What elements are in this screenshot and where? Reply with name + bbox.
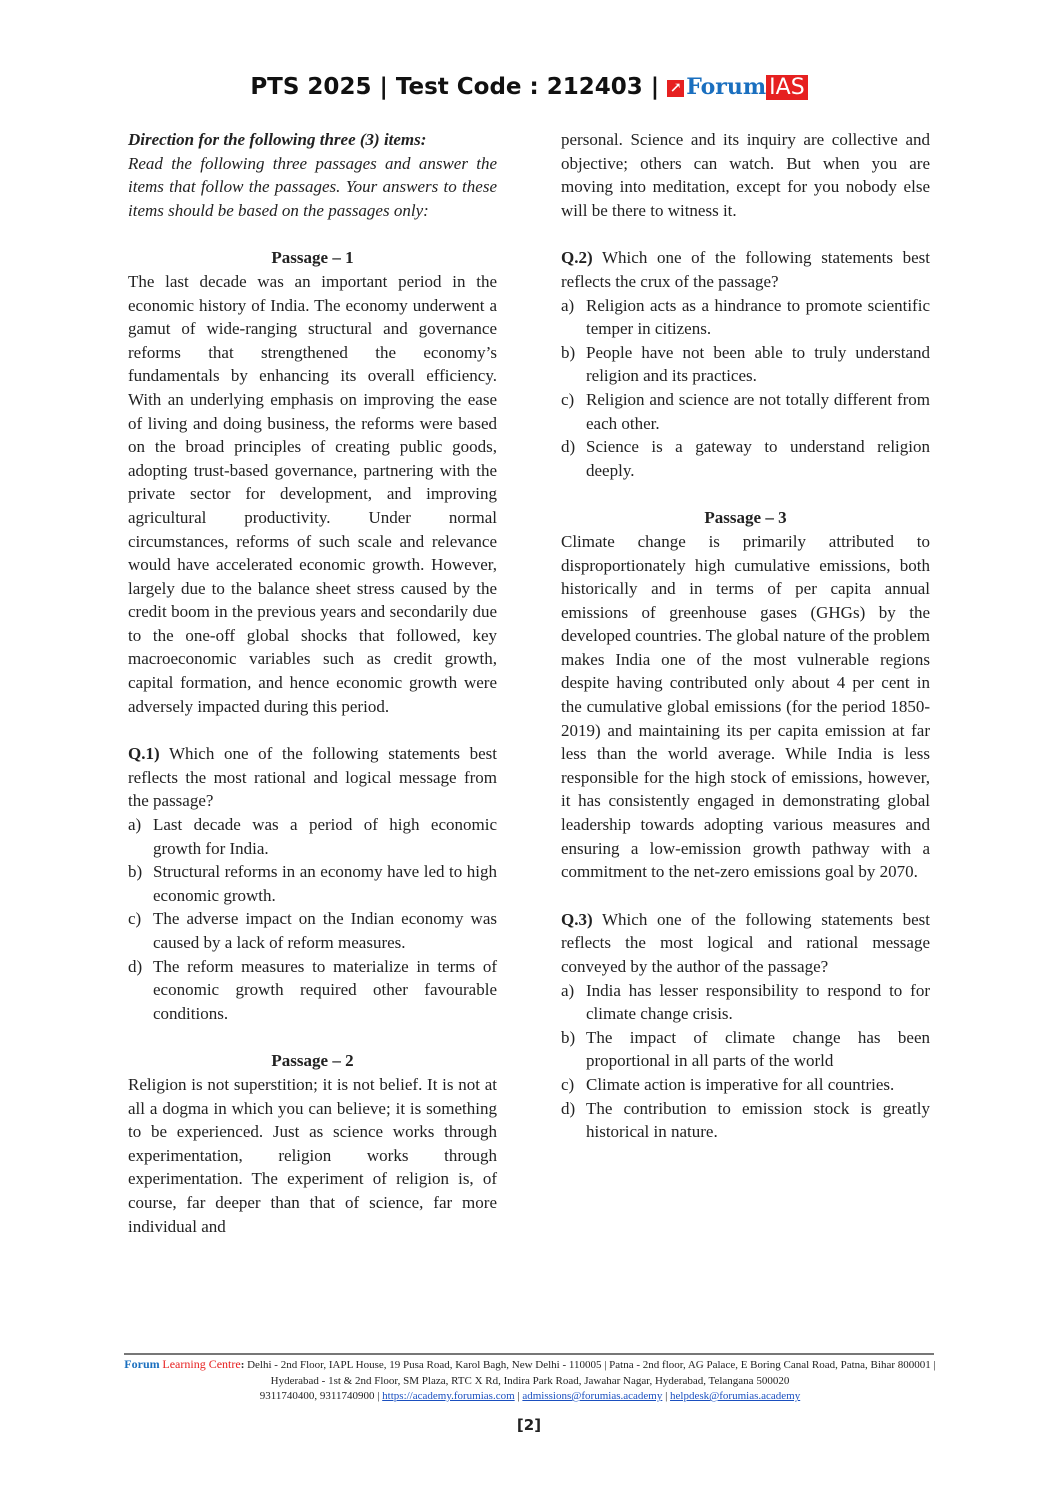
page-footer	[120, 1357, 940, 1405]
option-a	[128, 813, 497, 860]
option-label: d)	[128, 956, 143, 976]
arrow-icon: ↗	[667, 80, 684, 97]
question-number: Q.2)	[561, 248, 593, 268]
option-label: b)	[128, 862, 143, 882]
option-text: The impact of climate change has been proportional in all parts of the world	[586, 1027, 930, 1071]
option-b	[561, 1026, 930, 1073]
footer-colon: :	[240, 1359, 245, 1371]
question-stem: Which one of the following statements best reflects the crux of the passage?	[561, 248, 930, 291]
option-label: d)	[561, 437, 576, 457]
footer-separator: |	[665, 1390, 668, 1402]
option-b	[561, 341, 930, 388]
option-text: Science is a gateway to understand religion deeply.	[586, 437, 930, 480]
option-d	[561, 435, 930, 482]
option-label: a)	[561, 295, 575, 315]
logo-ias: IAS	[766, 75, 808, 100]
option-text: The contribution to emission stock is greatly historical in nature.	[586, 1098, 930, 1142]
option-label: a)	[561, 980, 575, 1000]
passage-2-text-part1: Religion is not superstition; it is not belief. It is not at all a dogma in which you can believe; it is something to be experienced. Just as science works through experimentation, religion works through experimentation. The experiment of religion is, of course, far deeper than that of science, far more individual and	[128, 1074, 497, 1236]
option-d	[128, 955, 497, 1026]
passage-3-title: Passage – 3	[704, 508, 787, 528]
option-text: The reform measures to materialize in terms of economic growth required other favourable conditions.	[153, 956, 497, 1023]
question-2	[561, 246, 930, 482]
page-header	[0, 74, 1058, 100]
question-number: Q.1)	[128, 744, 160, 764]
footer-phones: 9311740400, 9311740900	[259, 1390, 375, 1402]
option-b	[128, 860, 497, 907]
question-3	[561, 908, 930, 1144]
footer-divider	[124, 1353, 934, 1355]
logo-forum: Forum	[686, 74, 767, 100]
left-column	[128, 128, 497, 1238]
passage-2-text-part2: personal. Science and its inquiry are collective and objective; others can watch. But when you are moving into meditation, except for you nobody else will be there to witness it.	[561, 130, 930, 220]
footer-brand-name: Learning Centre	[162, 1357, 241, 1371]
admissions-email-link[interactable]: admissions@forumias.academy	[522, 1390, 663, 1402]
question-stem: Which one of the following statements best reflects the most rational and logical message from the passage?	[128, 744, 497, 811]
option-d	[561, 1097, 930, 1144]
option-label: c)	[128, 909, 142, 929]
option-label: b)	[561, 1027, 576, 1047]
question-stem: Which one of the following statements best reflects the most logical and rational message conveyed by the author of the passage?	[561, 909, 930, 976]
option-a	[561, 294, 930, 341]
passage-1-text: The last decade was an important period in the economic history of India. The economy underwent a gamut of wide-ranging structural and governance reforms that strengthened the economy’s fundamentals by enhancing its overall efficiency. With an underlying emphasis on improving the ease of living and doing business, the reforms were based on the broad principles of creating public goods, adopting trust-based governance, partnering with the private sector for development, and improving agricultural productivity. Under normal circumstances, reforms of such scale and relevance would have accelerated economic growth. However, largely due to the balance sheet stress caused by the credit boom in the previous years and secondarily due to the one-off global shocks that followed, key macroeconomic variables such as credit growth, capital formation, and hence economic growth were adversely impacted during this period.	[128, 271, 497, 716]
option-label: d)	[561, 1098, 576, 1118]
forumias-logo	[667, 74, 807, 100]
option-text: Climate action is imperative for all countries.	[586, 1074, 895, 1094]
option-a	[561, 979, 930, 1026]
option-label: c)	[561, 1074, 575, 1094]
option-c	[561, 388, 930, 435]
option-text: The adverse impact on the Indian economy was caused by a lack of reform measures.	[153, 909, 497, 952]
option-text: Religion acts as a hindrance to promote scientific temper in citizens.	[586, 295, 930, 339]
direction-body: Read the following three passages and answer the items that follow the passages. Your answers to these items should be based on the passages only:	[128, 153, 497, 220]
passage-3-text: Climate change is primarily attributed to disproportionately high cumulative emissions, both historically and in terms of per capita annual emissions of greenhouse gases (GHGs) by the developed countries. The global nature of the problem makes India one of the most vulnerable regions despite having contributed only about 4 per cent in the cumulative global emissions (for the period 1850-2019) and maintaining its per capita emission at far less than the world average. While India is less responsible for the high stock of emissions, however, it has consistently engaged in demonstrating global leadership towards adopting various measures and ensuring a low-emission growth pathway with a commitment to the net-zero emissions goal by 2070.	[561, 531, 930, 882]
right-column	[561, 128, 930, 1144]
option-label: b)	[561, 342, 576, 362]
option-text: Last decade was a period of high economic growth for India.	[153, 815, 497, 858]
helpdesk-email-link[interactable]: helpdesk@forumias.academy	[670, 1390, 801, 1402]
question-number: Q.3)	[561, 909, 593, 929]
page-number: [2]	[516, 1416, 542, 1434]
header-title: PTS 2025 | Test Code : 212403 |	[250, 74, 660, 100]
footer-separator: |	[517, 1390, 520, 1402]
question-1	[128, 742, 497, 1025]
footer-addresses: Delhi - 2nd Floor, IAPL House, 19 Pusa Road, Karol Bagh, New Delhi - 110005 | Patna - 2nd floor, AG Palace, E Boring Canal Road, Patna, Bihar 800001 | Hyderabad - 1st & 2nd Floor, SM Plaza, RTC X Rd, Indira Park Road, Jawahar Nagar, Hyderabad, Telangana 500020	[247, 1359, 936, 1387]
direction-title: Direction for the following three (3) items:	[128, 130, 427, 149]
option-label: a)	[128, 815, 142, 835]
footer-separator: |	[377, 1390, 380, 1402]
option-c	[128, 907, 497, 954]
option-label: c)	[561, 389, 575, 409]
passage-1-title: Passage – 1	[271, 248, 354, 268]
website-link[interactable]: https://academy.forumias.com	[382, 1390, 515, 1402]
option-text: India has lesser responsibility to respond to for climate change crisis.	[586, 980, 930, 1024]
option-text: Structural reforms in an economy have led to high economic growth.	[153, 862, 497, 905]
option-c	[561, 1073, 930, 1097]
option-text: Religion and science are not totally different from each other.	[586, 389, 930, 433]
footer-brand-forum: Forum	[124, 1357, 160, 1371]
passage-2-title: Passage – 2	[271, 1051, 354, 1071]
option-text: People have not been able to truly understand religion and its practices.	[586, 342, 930, 386]
